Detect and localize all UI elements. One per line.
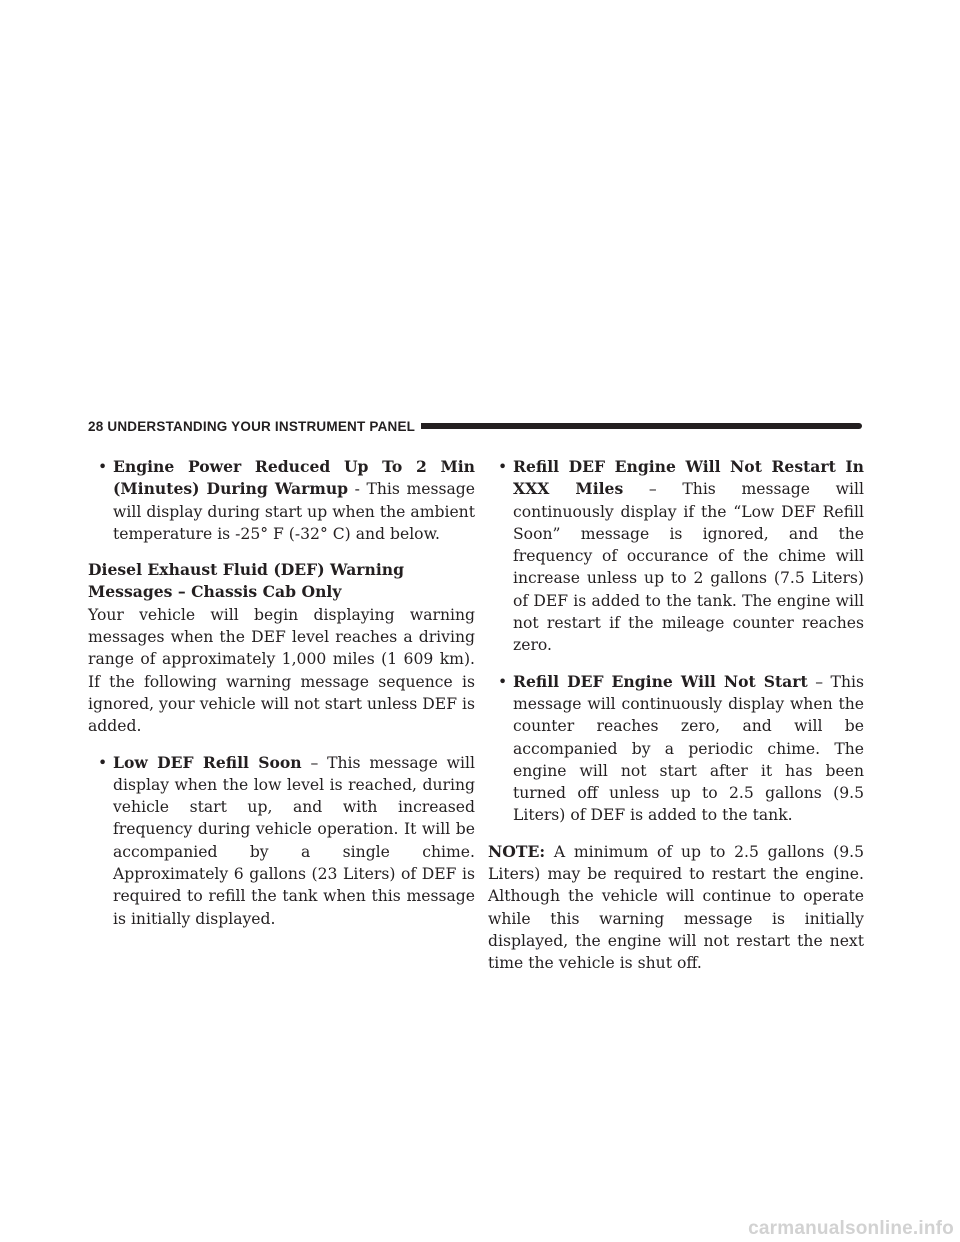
bullet-title: Low DEF Refill Soon — [113, 752, 302, 772]
bullet-engine-power — [88, 456, 475, 545]
page-header — [88, 416, 862, 436]
bullet-body: – This message will display when the low level is reached, during vehicle start up, and with increased frequency during vehicle operation. It will be accompanied by a single chime. Approximately 6 gallons (23 Liters) of DEF is required to refill the tank when this message is initially displayed. — [113, 753, 475, 928]
bullet-mark: • — [98, 458, 108, 476]
bullet-restart-xxx — [488, 456, 864, 657]
bullet-not-start — [488, 671, 864, 827]
note-paragraph — [488, 841, 864, 975]
bullet-body: – This message will continuously display if the “Low DEF Refill Soon” message is ignored, and the frequency of occurance of the chime will increase unless up to 2 gallons (7.5 Liters) of DEF is added to the tank. The engine will not restart if the mileage counter reaches zero. — [513, 480, 864, 655]
note-label: NOTE: — [488, 841, 546, 861]
bullet-mark: • — [98, 753, 108, 772]
def-heading: Diesel Exhaust Fluid (DEF) Warning Messages – Chassis Cab Only — [88, 560, 405, 602]
page-number: 28 — [88, 418, 104, 434]
bullet-title: Refill DEF Engine Will Not Restart In XXX Miles — [513, 457, 864, 499]
bullet-body: - This message will display during start up when the ambient temperature is -25° F (-32° C) and below. — [113, 480, 475, 543]
right-column — [488, 456, 864, 989]
page-header-text — [88, 419, 415, 434]
watermark: carmanualsonline.info — [748, 1218, 954, 1239]
def-intro-paragraph: Your vehicle will begin displaying warning messages when the DEF level reaches a driving range of approximately 1,000 miles (1 609 km). If the following warning message sequence is ignored, your vehicle will not start unless DEF is added. — [88, 605, 475, 736]
bullet-low-def — [88, 752, 475, 930]
bullet-title: Engine Power Reduced Up To 2 Min (Minutes) During Warmup — [113, 457, 475, 499]
note-body: A minimum of up to 2.5 gallons (9.5 Liters) may be required to restart the engine. Although the vehicle will continue to operate while this warning message is initially displayed, the engine will not restart the next time the vehicle is shut off. — [488, 842, 864, 973]
bullet-mark: • — [498, 458, 508, 476]
bullet-body: – This message will continuously display when the counter reaches zero, and will be accompanied by a periodic chime. The engine will not start after it has been turned off unless up to 2.5 gallons (9.5 Liters) of DEF is added to the tank. — [513, 672, 864, 825]
bullet-title: Refill DEF Engine Will Not Start — [513, 671, 808, 691]
header-rule — [421, 423, 862, 429]
section-title: UNDERSTANDING YOUR INSTRUMENT PANEL — [107, 418, 416, 434]
left-column — [88, 456, 475, 944]
bullet-mark: • — [498, 672, 508, 691]
